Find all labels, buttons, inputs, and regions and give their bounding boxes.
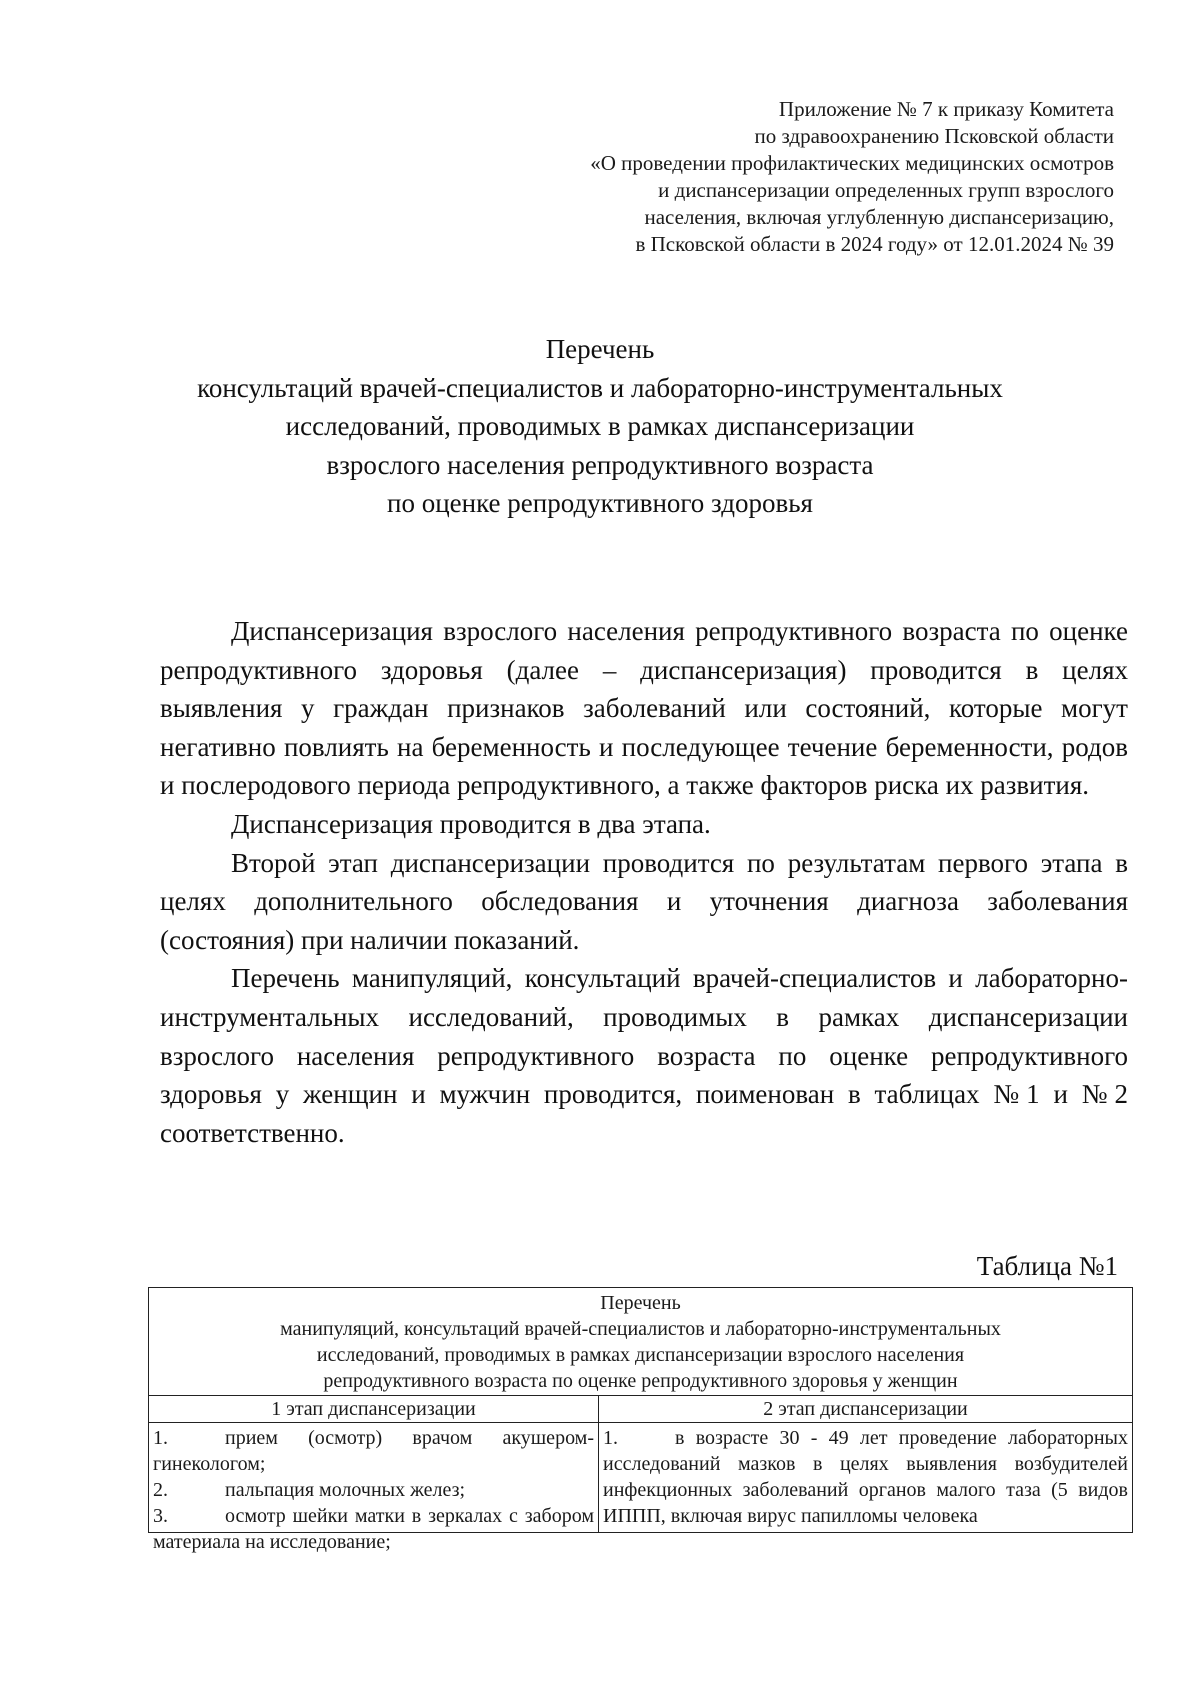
table-row: [149, 1423, 1133, 1533]
table-header-line: Перечень: [600, 1292, 681, 1314]
list-item: [153, 1425, 594, 1477]
table-header-line: манипуляций, консультаций врачей-специалистов и лабораторно-инструментальных: [280, 1318, 1001, 1340]
list-item: [603, 1425, 1128, 1529]
stage-2-cell: [599, 1423, 1133, 1533]
item-number: 1.: [153, 1427, 168, 1449]
table-1: [148, 1287, 1133, 1553]
item-text: пальпация молочных желез;: [225, 1479, 466, 1501]
paragraph: Перечень манипуляций, консультаций врачей-специалистов и лабораторно-инструментальных исследований, проводимых в рамках диспансеризации взрослого населения репродуктивного возраста по оценке репродуктивного здоровья у женщин и мужчин проводится, поименован в таблицах №1 и №2 соответственно.: [160, 963, 1128, 1148]
list-item: [153, 1503, 594, 1555]
document-title: [130, 330, 1070, 523]
paragraph: Диспансеризация проводится в два этапа.: [231, 808, 711, 839]
table-header-row: [149, 1288, 1133, 1396]
title-line: взрослого населения репродуктивного возраста: [326, 449, 874, 480]
table-header-line: репродуктивного возраста по оценке репродуктивного здоровья у женщин: [323, 1370, 958, 1392]
annex-header: [414, 96, 1114, 258]
title-line: по оценке репродуктивного здоровья: [387, 488, 813, 518]
stage-1-cell: [149, 1423, 599, 1553]
annex-line: Приложение № 7 к приказу Комитета: [778, 97, 1114, 121]
body-text: [160, 612, 1128, 1152]
item-text: прием (осмотр) врачом акушером-гинекологом;: [153, 1427, 594, 1475]
item-text: в возрасте 30 - 49 лет проведение лабораторных исследований мазков в целях выявления возбудителей инфекционных заболеваний органов малого таза (5 видов ИППП, включая вирус папилломы человека: [603, 1427, 1128, 1527]
list-item: [153, 1477, 594, 1503]
table-stage-row: [149, 1396, 1133, 1423]
table-header-cell: [149, 1288, 1133, 1396]
stage-2-heading: 2 этап диспансеризации: [599, 1396, 1133, 1423]
annex-line: по здравоохранению Псковской области: [754, 124, 1114, 148]
stage-1-heading: 1 этап диспансеризации: [149, 1396, 599, 1423]
item-number: 3.: [153, 1505, 168, 1527]
paragraph: Диспансеризация взрослого населения репродуктивного возраста по оценке репродуктивного здоровья (далее – диспансеризация) проводится в целях выявления у граждан признаков заболеваний или состояний, которые могут негативно повлиять на беременность и последующее течение беременности, родов и послеродового периода репродуктивного, а также факторов риска их развития.: [160, 616, 1128, 801]
item-number: 1.: [603, 1427, 618, 1449]
table-header-line: исследований, проводимых в рамках диспансеризации взрослого населения: [316, 1344, 965, 1366]
annex-line: «О проведении профилактических медицинских осмотров: [590, 151, 1114, 175]
title-line: Перечень: [545, 334, 655, 364]
paragraph: Второй этап диспансеризации проводится по результатам первого этапа в целях дополнительного обследования и уточнения диагноза заболевания (состояния) при наличии показаний.: [160, 847, 1128, 955]
annex-line: населения, включая углубленную диспансеризацию,: [644, 205, 1114, 229]
title-line: консультаций врачей-специалистов и лабораторно-инструментальных: [197, 372, 1003, 403]
table-caption: Таблица №1: [976, 1251, 1118, 1281]
annex-line: и диспансеризации определенных групп взрослого: [658, 178, 1114, 202]
item-number: 2.: [153, 1479, 168, 1501]
title-line: исследований, проводимых в рамках диспансеризации: [285, 411, 915, 441]
annex-line: в Псковской области в 2024 году» от 12.01.2024 № 39: [635, 232, 1114, 256]
item-text: осмотр шейки матки в зеркалах с забором материала на исследование;: [153, 1505, 594, 1553]
